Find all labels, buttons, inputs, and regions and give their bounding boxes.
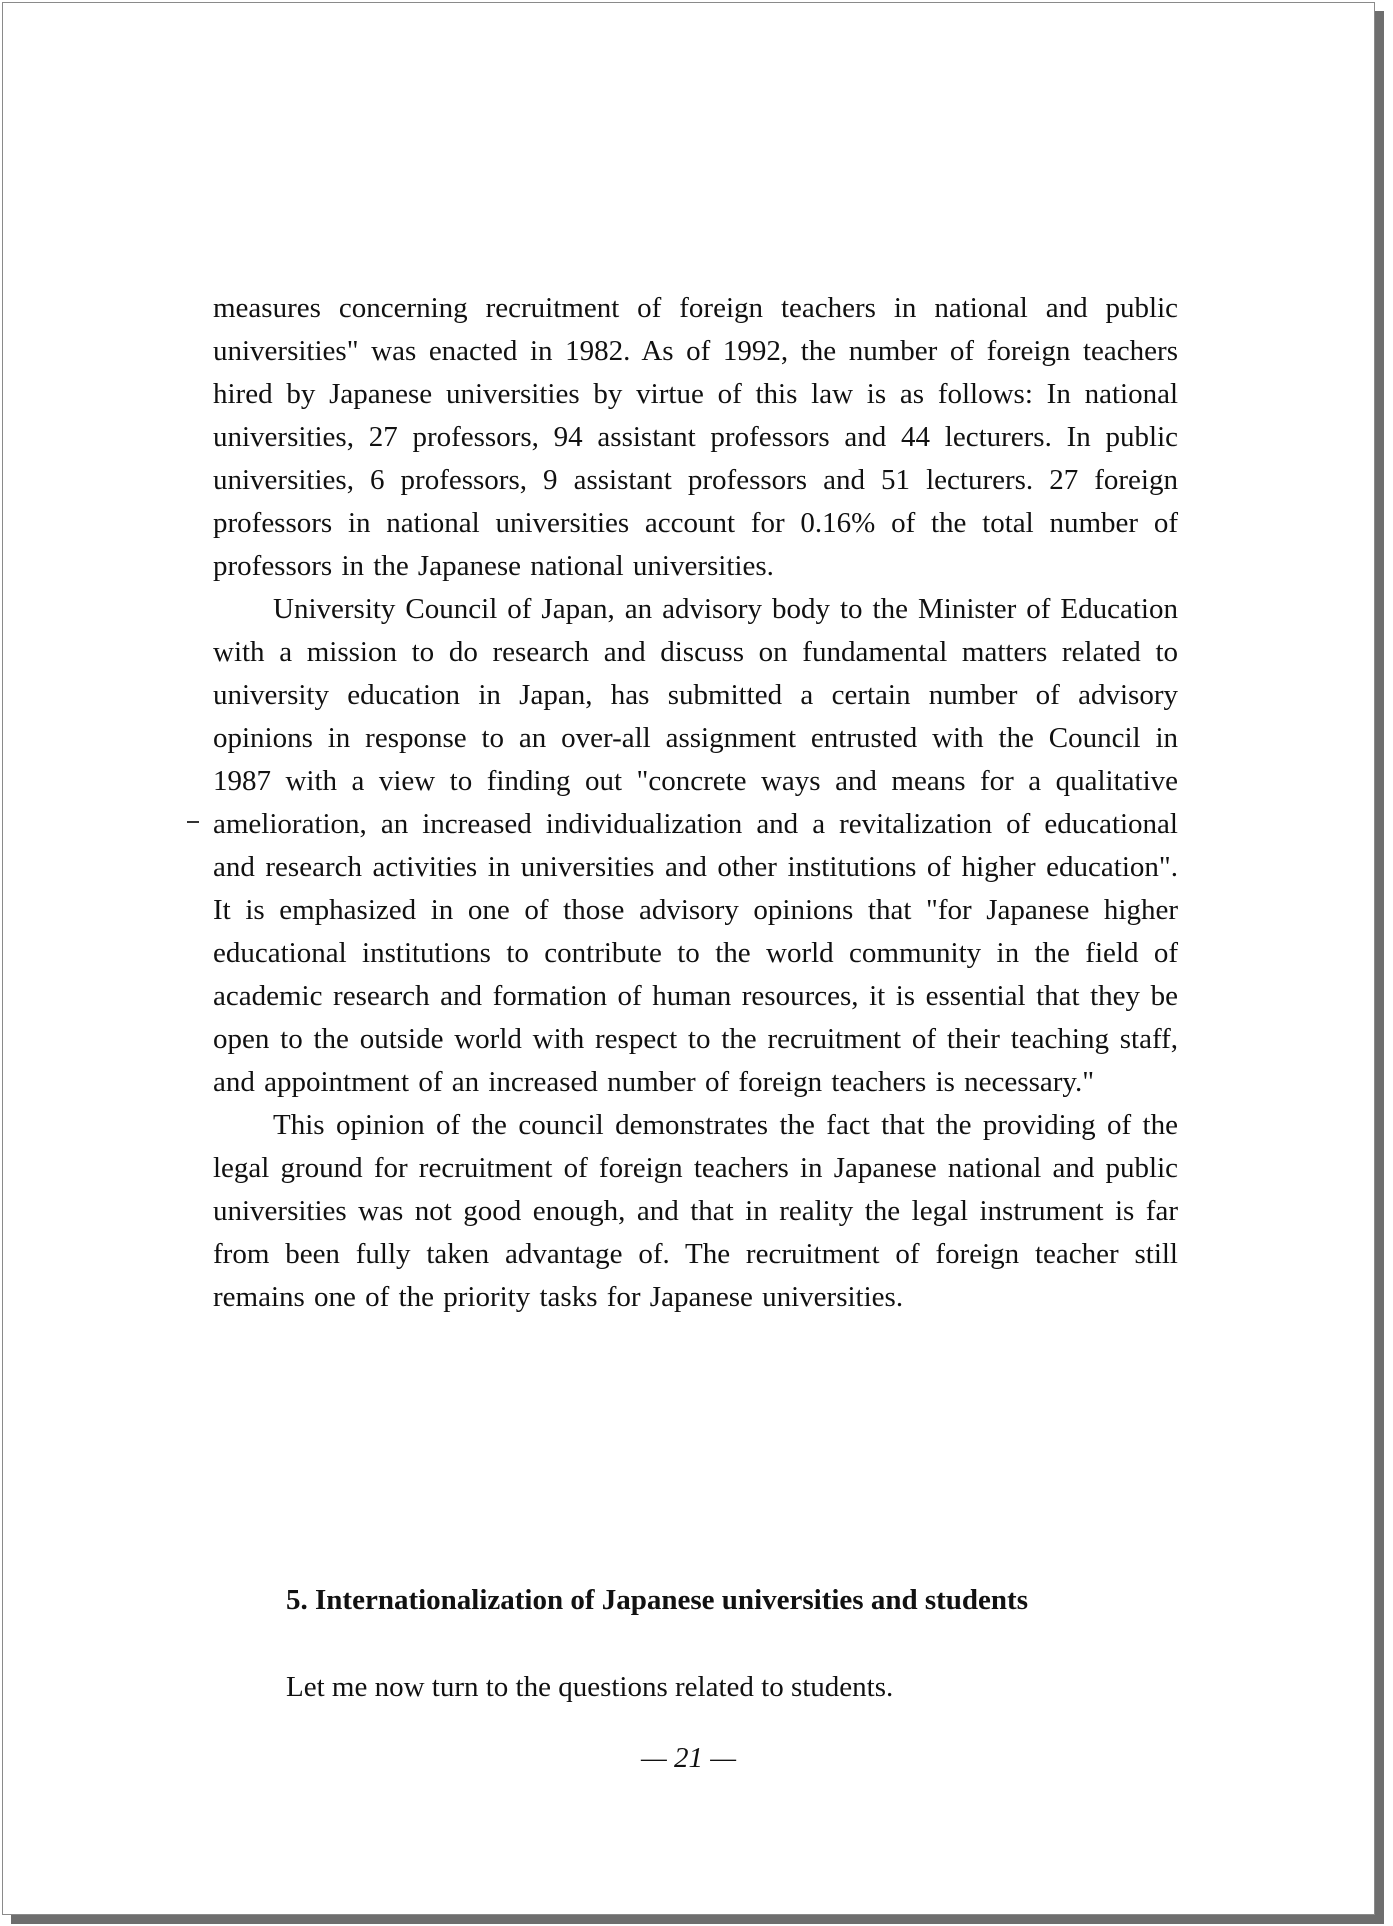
page-number: — 21 — [640, 1742, 737, 1774]
closing-sentence: Let me now turn to the questions related to students. [286, 1671, 894, 1703]
paragraph-3: This opinion of the council demonstrates the fact that the providing of the legal ground for recruitment of foreign teachers in Japanese national and public universities was not good enough, and that in reality the legal instrument is far from been fully taken advantage of. The recruitment of foreign teacher still remains one of the priority tasks for Japanese universities. [213, 1109, 1178, 1313]
document-page [2, 2, 1375, 1915]
paragraph-2: University Council of Japan, an advisory body to the Minister of Education with a mission to do research and discuss on fundamental matters related to university education in Japan, has submitted a certain number of advisory opinions in response to an over-all assignment entrusted with the Council in 1987 with a view to finding out "concrete ways and means for a qualitative amelioration, an increased individualization and a revitalization of educational and research activities in universities and other institutions of higher education". It is emphasized in one of those advisory opinions that "for Japanese higher educational institutions to contribute to the world community in the field of academic research and formation of human resources, it is essential that they be open to the outside world with respect to the recruitment of their teaching staff, and appointment of an increased number of foreign teachers is necessary." [213, 593, 1178, 1098]
paragraph-1: measures concerning recruitment of foreign teachers in national and public universities" was enacted in 1982. As of 1992, the number of foreign teachers hired by Japanese universities by virtue of this law is as follows: In national universities, 27 professors, 94 assistant professors and 44 lecturers. In public universities, 6 professors, 9 assistant professors and 51 lecturers. 27 foreign professors in national universities account for 0.16% of the total number of professors in the Japanese national universities. [213, 292, 1178, 582]
margin-dash-mark [187, 821, 199, 823]
section-heading: 5. Internationalization of Japanese universities and students [286, 1584, 1028, 1616]
body-text [213, 287, 1178, 1319]
